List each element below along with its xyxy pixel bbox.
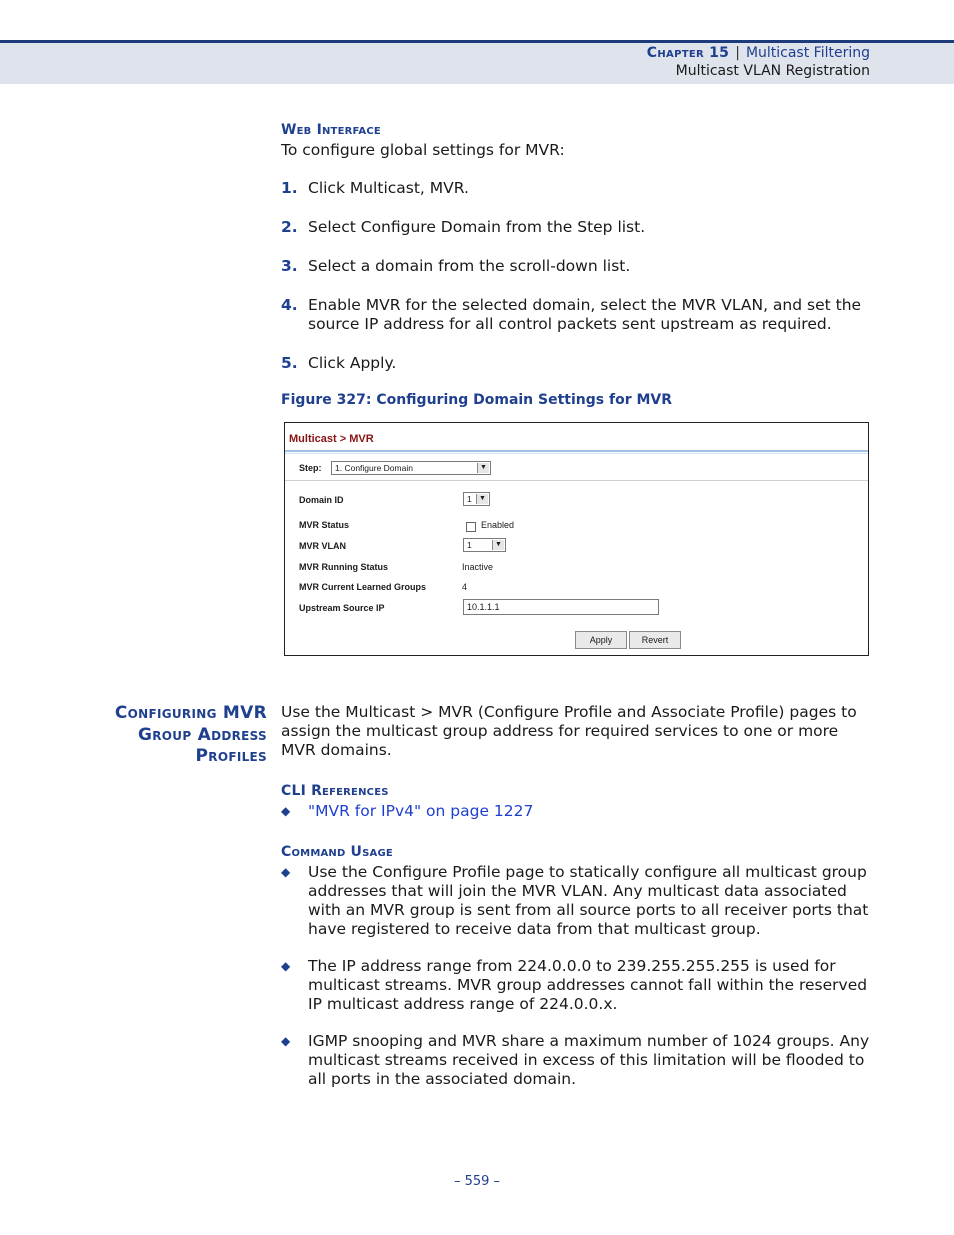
learned-groups-value: 4: [462, 582, 468, 592]
step-select[interactable]: [331, 461, 491, 475]
step-select-value: 1. Configure Domain: [335, 463, 413, 473]
web-interface-heading: Web Interface: [281, 122, 381, 138]
form-divider: [285, 480, 868, 481]
running-status-value: Inactive: [462, 562, 494, 572]
chapter-number: Chapter 15: [646, 45, 730, 61]
step-number: 3.: [281, 257, 298, 275]
step-number: 2.: [281, 218, 298, 236]
step-text: Enable MVR for the selected domain, select the MVR VLAN, and set the source IP address for all control packets sent upstream as required.: [308, 296, 862, 333]
cli-reference-link[interactable]: "MVR for IPv4" on page 1227: [308, 802, 534, 820]
bullet-diamond-icon: ◆: [281, 804, 291, 818]
mvr-domain-screenshot: [284, 422, 869, 656]
page-number: – 559 –: [453, 1174, 501, 1189]
mvr-status-label: MVR Status: [299, 520, 350, 530]
section-heading-line: Configuring MVR: [114, 703, 267, 723]
apply-button[interactable]: Apply: [575, 631, 627, 649]
section-intro: Use the Multicast > MVR (Configure Profile and Associate Profile) pages to assign the multicast group address for required services to one or more MVR domains.: [281, 703, 857, 759]
mvr-status-checkbox[interactable]: [466, 522, 476, 532]
header-rule: [0, 40, 954, 43]
mvr-vlan-value: 1: [467, 540, 472, 550]
learned-groups-label: MVR Current Learned Groups: [299, 582, 427, 592]
header-separator: |: [735, 45, 740, 61]
mvr-vlan-select[interactable]: [463, 538, 506, 552]
usage-item-text: The IP address range from 224.0.0.0 to 239.255.255.255 is used for multicast streams. MVR group addresses cannot fall within the reserved IP multicast address range of 224.0.0.x.: [308, 957, 868, 1013]
mvr-vlan-label: MVR VLAN: [299, 541, 346, 551]
step-text: Select a domain from the scroll-down list.: [308, 257, 631, 275]
command-usage-heading: Command Usage: [281, 844, 393, 860]
running-status-label: MVR Running Status: [299, 562, 388, 572]
step-number: 1.: [281, 179, 298, 197]
step-label: Step:: [299, 463, 322, 473]
domain-id-label: Domain ID: [299, 495, 344, 505]
step-number: 4.: [281, 296, 298, 314]
enabled-label: Enabled: [481, 520, 515, 530]
web-interface-intro: To configure global settings for MVR:: [281, 141, 565, 159]
usage-item-text: IGMP snooping and MVR share a maximum number of 1024 groups. Any multicast streams received in excess of this limitation will be flooded to all ports in the associated domain.: [308, 1032, 870, 1088]
breadcrumb: Multicast > MVR: [289, 433, 374, 445]
domain-id-select[interactable]: [463, 492, 490, 506]
upstream-ip-label: Upstream Source IP: [299, 603, 385, 613]
step-number: 5.: [281, 354, 298, 372]
chevron-down-icon: ▼: [476, 494, 488, 504]
section-heading-line: Group Address: [137, 724, 267, 745]
bullet-diamond-icon: ◆: [281, 865, 291, 879]
step-text: Select Configure Domain from the Step list.: [308, 218, 646, 236]
usage-item-text: Use the Configure Profile page to statically configure all multicast group addresses that will join the MVR VLAN. Any multicast data associated with an MVR group is sent from all source ports to all receiver ports that have registered to receive data from that multicast group.: [308, 863, 869, 938]
revert-button[interactable]: Revert: [629, 631, 681, 649]
title-divider: [285, 450, 868, 452]
upstream-ip-input[interactable]: 10.1.1.1: [463, 599, 659, 615]
header-section: Multicast VLAN Registration: [675, 63, 870, 79]
section-heading-line: Profiles: [195, 746, 267, 766]
chevron-down-icon: ▼: [492, 540, 504, 550]
chapter-title: Multicast Filtering: [745, 45, 870, 61]
title-divider-light: [285, 453, 868, 454]
cli-references-heading: CLI References: [281, 783, 389, 799]
bullet-diamond-icon: ◆: [281, 1034, 291, 1048]
step-text: Click Apply.: [308, 354, 397, 372]
figure-caption: Figure 327: Configuring Domain Settings for MVR: [281, 392, 673, 408]
step-text: Click Multicast, MVR.: [308, 179, 469, 197]
bullet-diamond-icon: ◆: [281, 959, 291, 973]
header-chapter-line: [647, 45, 870, 61]
domain-id-value: 1: [467, 494, 472, 504]
chevron-down-icon: ▼: [477, 463, 489, 473]
section-heading: [115, 703, 267, 768]
